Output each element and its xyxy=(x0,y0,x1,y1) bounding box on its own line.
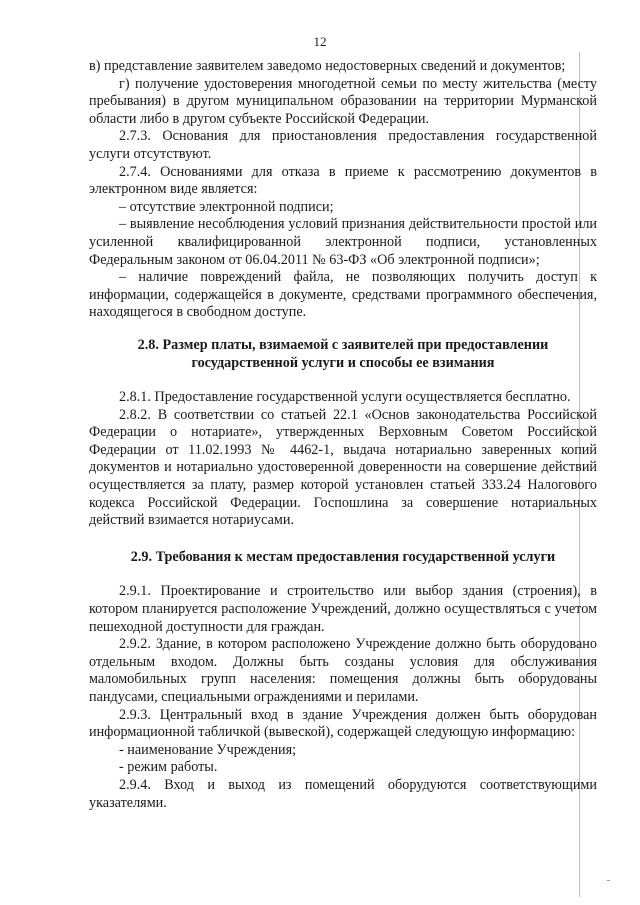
section-2-9-heading: 2.9. Требования к местам предоставления государственной услуги xyxy=(130,548,556,565)
paragraph: 2.9.1. Проектирование и строительство или выбор здания (строения), в котором планируется расположение Учреждений, должно осуществляться с учетом пешеходной доступности для граждан. xyxy=(89,583,597,635)
paragraph: 2.9.2. Здание, в котором расположено Учреждение должно быть оборудовано отдельным входом. Должны быть созданы условия для обслуживания маломобильных групп населения: помещения должны быть оборудованы пандусами, специальными ограждениями и перилами. xyxy=(89,636,597,705)
paragraph: г) получение удостоверения многодетной семьи по месту жительства (месту пребывания) в другом муниципальном образовании на территории Мурманской области либо в другом субъекте Российской Федерации. xyxy=(89,75,597,127)
section-2-8-heading-line2: государственной услуги и способы ее взимания xyxy=(191,354,495,371)
paragraph: 2.7.3. Основания для приостановления предоставления государственной услуги отсутствуют. xyxy=(89,128,597,162)
document-body xyxy=(89,58,597,812)
paragraph: – наличие повреждений файла, не позволяющих получить доступ к информации, содержащейся в документе, средствами программного обеспечения, находящегося в свободном доступе. xyxy=(89,269,597,321)
paragraph: - наименование Учреждения; xyxy=(119,741,297,758)
paragraph: 2.9.3. Центральный вход в здание Учреждения должен быть оборудован информационной табличкой (вывеской), содержащей следующую информацию: xyxy=(89,706,597,741)
paragraph: - режим работы. xyxy=(119,759,218,776)
section-2-8-heading xyxy=(89,337,597,372)
paragraph: – выявление несоблюдения условий признания действительности простой или усиленной квалифицированной электронной подписи, установленных Федеральным законом от 06.04.2011 № 63-ФЗ «Об электронной подписи»; xyxy=(89,216,597,268)
scan-mark xyxy=(607,880,610,881)
paragraph: 2.8.2. В соответствии со статьей 22.1 «Основ законодательства Российской Федерации о нотариате», утвержденных Верховным Советом Российской Федерации от 11.02.1993 № 4462-1, выдача нотариально заверенных копий документов и нотариально удостоверенной доверенности на совершение действий осуществляется за плату, размер которой установлен статьей 333.24 Налогового кодекса Российской Федерации. Госпошлина за совершение нотариальных действий взимается нотариусами. xyxy=(89,406,597,529)
page-number: 12 xyxy=(313,34,327,49)
paragraph: 2.8.1. Предоставление государственной услуги осуществляется бесплатно. xyxy=(119,389,571,406)
paragraphs-top xyxy=(89,58,597,322)
paragraph: 2.7.4. Основаниями для отказа в приеме к рассмотрению документов в электронном виде является: xyxy=(89,163,597,198)
paragraph: 2.9.4. Вход и выход из помещений оборудуются соответствующими указателями. xyxy=(89,776,597,811)
paragraph: – отсутствие электронной подписи; xyxy=(119,198,334,215)
paragraph: в) представление заявителем заведомо недостоверных сведений и документов; xyxy=(89,58,566,74)
section-2-8-heading-line1: 2.8. Размер платы, взимаемой с заявителей при предоставлении xyxy=(137,336,549,353)
section-2-9-body xyxy=(89,583,597,812)
section-2-8-body xyxy=(89,389,597,530)
